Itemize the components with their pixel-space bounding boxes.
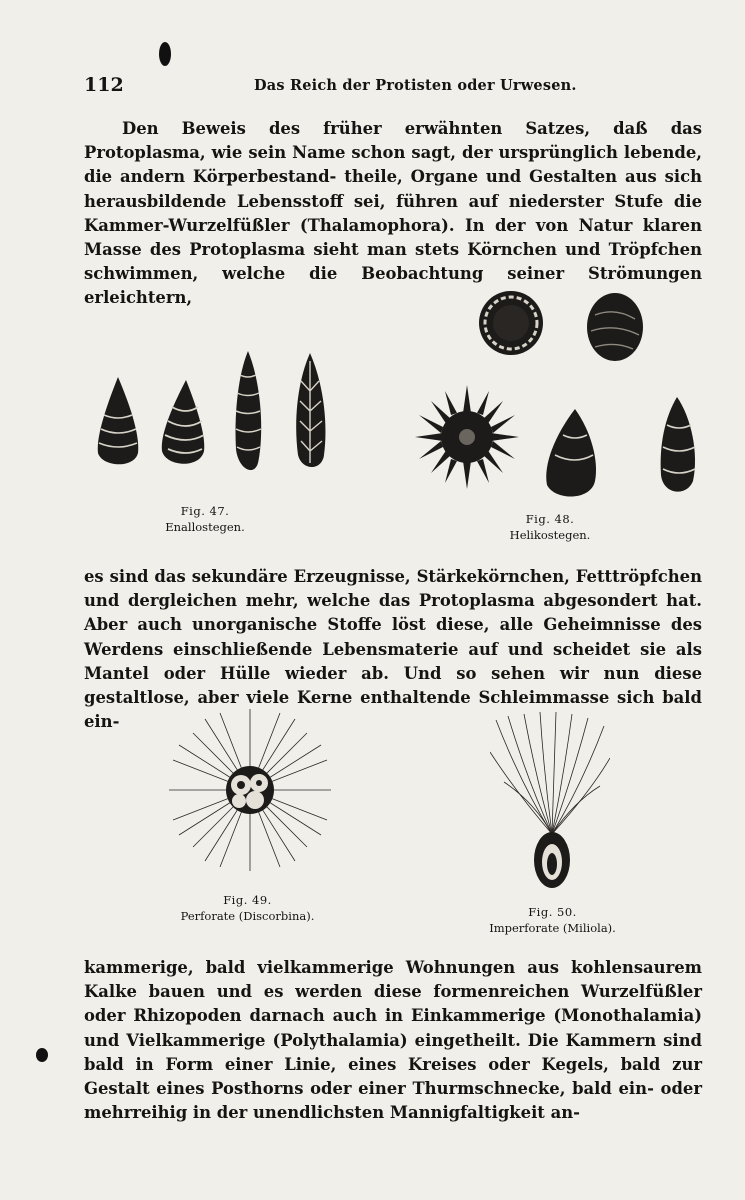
helikostegen-star — [415, 385, 519, 489]
fig48-label: Helikostegen. — [509, 528, 591, 542]
enallostegen-shell-3 — [236, 351, 262, 470]
ink-blot — [159, 42, 171, 66]
miliola-pseudopodia — [490, 712, 610, 834]
helikostegen-ring — [479, 291, 543, 355]
fig48-illustration — [415, 285, 705, 510]
helikostegen-tower — [661, 397, 695, 492]
running-title: Das Reich der Protisten oder Urwesen. — [254, 77, 577, 94]
page-header — [84, 74, 702, 100]
enallostegen-shell-4 — [296, 353, 325, 467]
fig48-number: Fig. 48. — [525, 512, 575, 526]
fig48-caption — [475, 511, 625, 543]
fig49-number: Fig. 49. — [223, 893, 272, 907]
paragraph-1: Den Beweis des früher erwähnten Satzes, daß das Protoplasma, wie sein Name schon sagt, der ursprünglich lebende, die andern Körperbestand- theile, Organe und Gestalten aus sich herausbildende Lebensstoff sei, führen auf niederster Stufe die Kammer-Wurzelfüßler (Thalamophora). In der von Natur klaren Masse des Protoplasma sieht man stets Körnchen und Tröpfchen schwimmen, welche die Beobachtung seiner Strömungen erleichtern, — [84, 119, 702, 308]
fig47-caption — [135, 503, 275, 535]
fig50-number: Fig. 50. — [528, 905, 577, 919]
fig49-label: Perforate (Discorbina). — [180, 909, 315, 923]
fig50-label: Imperforate (Miliola). — [489, 921, 616, 935]
page-number: 112 — [84, 74, 124, 96]
paragraph-2: es sind das sekundäre Erzeugnisse, Stärkekörnchen, Fetttröpfchen und dergleichen mehr, welche das Protoplasma abgesondert hat. Aber auch unorganische Stoffe löst diese, alle Geheimnisse des Werdens einschließende Lebensmaterie auf und scheidet sie als Mantel oder Hülle wieder ab. Und so sehen wir nun diese gestaltlose, aber viele Kerne enthaltende Schleimmasse sich bald ein- — [84, 567, 702, 732]
fig47-illustration — [88, 345, 338, 485]
ink-blot — [36, 1048, 48, 1062]
helikostegen-cone — [546, 409, 596, 497]
fig50-illustration — [490, 712, 610, 892]
miliola-shell — [534, 832, 570, 888]
fig47-number: Fig. 47. — [180, 504, 230, 518]
enallostegen-shell-2 — [162, 380, 204, 464]
fig47-label: Enallostegen. — [165, 520, 245, 534]
fig49-caption — [165, 892, 330, 924]
fig49-illustration — [165, 705, 335, 875]
enallostegen-shell-1 — [98, 377, 139, 464]
paragraph-3: kammerige, bald vielkammerige Wohnungen aus kohlensaurem Kalke bauen und es werden diese formenreichen Wurzelfüßler oder Rhizopoden darnach auch in Einkammerige (Monothalamia) und Vielkammerige (Polythalamia) eingetheilt. Die Kammern sind bald in Form einer Linie, eines Kreises oder Kegels, bald zur Gestalt eines Posthorns oder einer Thurmschnecke, bald ein- oder mehrreihig in der unendlichsten Mannigfaltigkeit an- — [84, 958, 702, 1123]
fig50-caption — [470, 904, 635, 936]
helikostegen-spiral — [587, 293, 643, 361]
discorbina-shell — [226, 766, 274, 814]
